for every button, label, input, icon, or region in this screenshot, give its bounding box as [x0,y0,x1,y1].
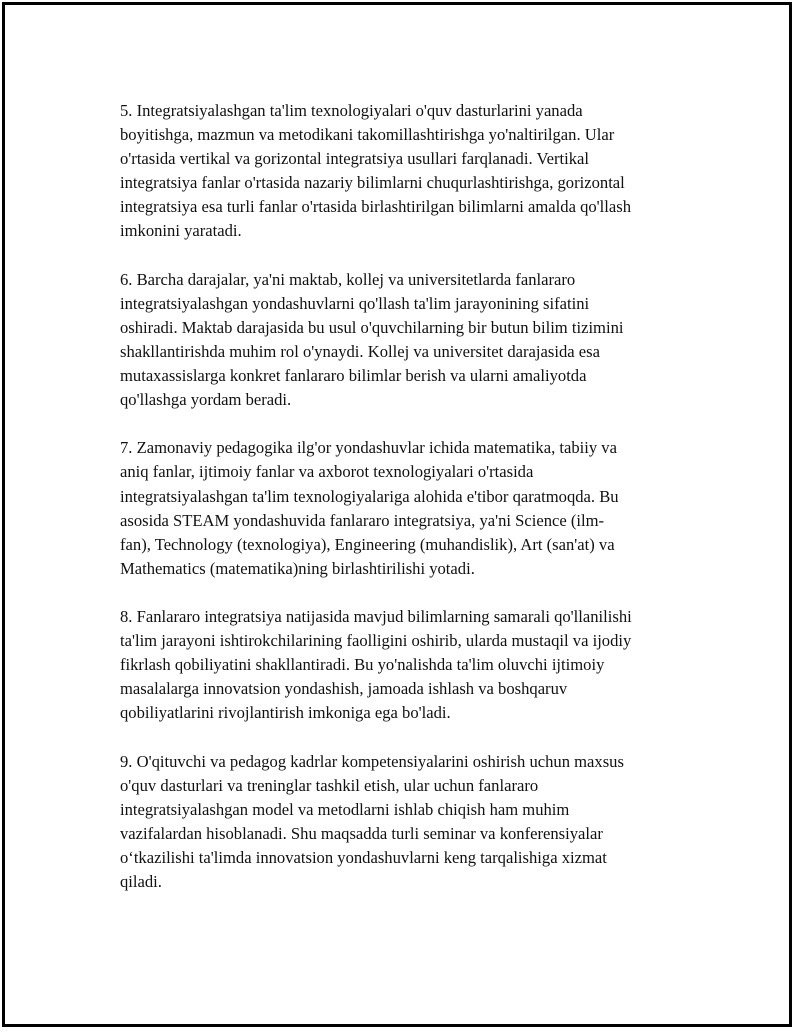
text-line: Mathematics (matematika)ning birlashtirilishi yotadi. [120,558,475,578]
text-line: o‘tkazilishi ta'limda innovatsion yondashuvlarni keng tarqalishiga xizmat [120,847,607,867]
text-line: integratsiyalashgan yondashuvlarni qo'llash ta'lim jarayonining sifatini [120,293,590,313]
text-line: qiladi. [120,872,162,891]
text-line: 7. Zamonaviy pedagogika ilg'or yondashuvlar ichida matematika, tabiiy va [120,438,617,458]
text-line: shakllantirishda muhim rol o'ynaydi. Kollej va universitet darajasida esa [120,341,600,361]
text-line: 9. O'qituvchi va pedagog kadrlar kompetensiyalarini oshirish uchun maxsus [120,751,624,771]
paragraph-5 [120,99,680,244]
text-line: integratsiya fanlar o'rtasida nazariy bilimlarni chuqurlashtirishga, gorizontal [120,173,625,193]
text-line: 8. Fanlararo integratsiya natijasida mavjud bilimlarning samarali qo'llanilishi [120,606,632,626]
text-line: qo'llashga yordam beradi. [120,390,292,410]
text-line: o'rtasida vertikal va gorizontal integratsiya usullari farqlanadi. Vertikal [120,149,589,169]
text-line: 5. Integratsiyalashgan ta'lim texnologiyalari o'quv dasturlarini yanada [120,101,583,120]
paragraph-7 [120,436,680,581]
text-line: vazifalardan hisoblanadi. Shu maqsadda turli seminar va konferensiyalar [120,823,603,843]
text-line: qobiliyatlarini rivojlantirish imkoniga ega bo'ladi. [120,703,451,723]
text-line: mutaxassislarga konkret fanlararo bilimlar berish va ularni amaliyotda [120,366,587,386]
text-line: integratsiyalashgan ta'lim texnologiyalariga alohida e'tibor qaratmoqda. Bu [120,486,619,506]
paragraph-6 [120,268,680,413]
text-line: ta'lim jarayoni ishtirokchilarining faolligini oshirib, ularda mustaqil va ijodiy [120,631,632,651]
document-body [120,99,680,918]
text-line: oshiradi. Maktab darajasida bu usul o'quvchilarning bir butun bilim tizimini [120,317,624,337]
text-line: fikrlash qobiliyatini shakllantiradi. Bu yo'nalishda ta'lim oluvchi ijtimoiy [120,655,605,675]
paragraph-8 [120,605,680,725]
text-line: aniq fanlar, ijtimoiy fanlar va axborot texnologiyalari o'rtasida [120,462,534,482]
text-line: masalalarga innovatsion yondashish, jamoada ishlash va boshqaruv [120,679,568,699]
text-line: imkonini yaratadi. [120,221,242,241]
document-page [2,2,792,1027]
text-line: 6. Barcha darajalar, ya'ni maktab, kollej va universitetlarda fanlararo [120,269,576,289]
text-line: boyitishga, mazmun va metodikani takomillashtirishga yo'naltirilgan. Ular [120,125,615,145]
paragraph-9 [120,750,680,895]
text-line: o'quv dasturlari va treninglar tashkil etish, ular uchun fanlararo [120,775,539,795]
text-line: asosida STEAM yondashuvida fanlararo integratsiya, ya'ni Science (ilm- [120,510,605,530]
text-line: integratsiyalashgan model va metodlarni ishlab chiqish ham muhim [120,799,570,819]
text-line: integratsiya esa turli fanlar o'rtasida birlashtirilgan bilimlarni amalda qo'llash [120,197,632,217]
text-line: fan), Technology (texnologiya), Engineering (muhandislik), Art (san'at) va [120,534,615,554]
